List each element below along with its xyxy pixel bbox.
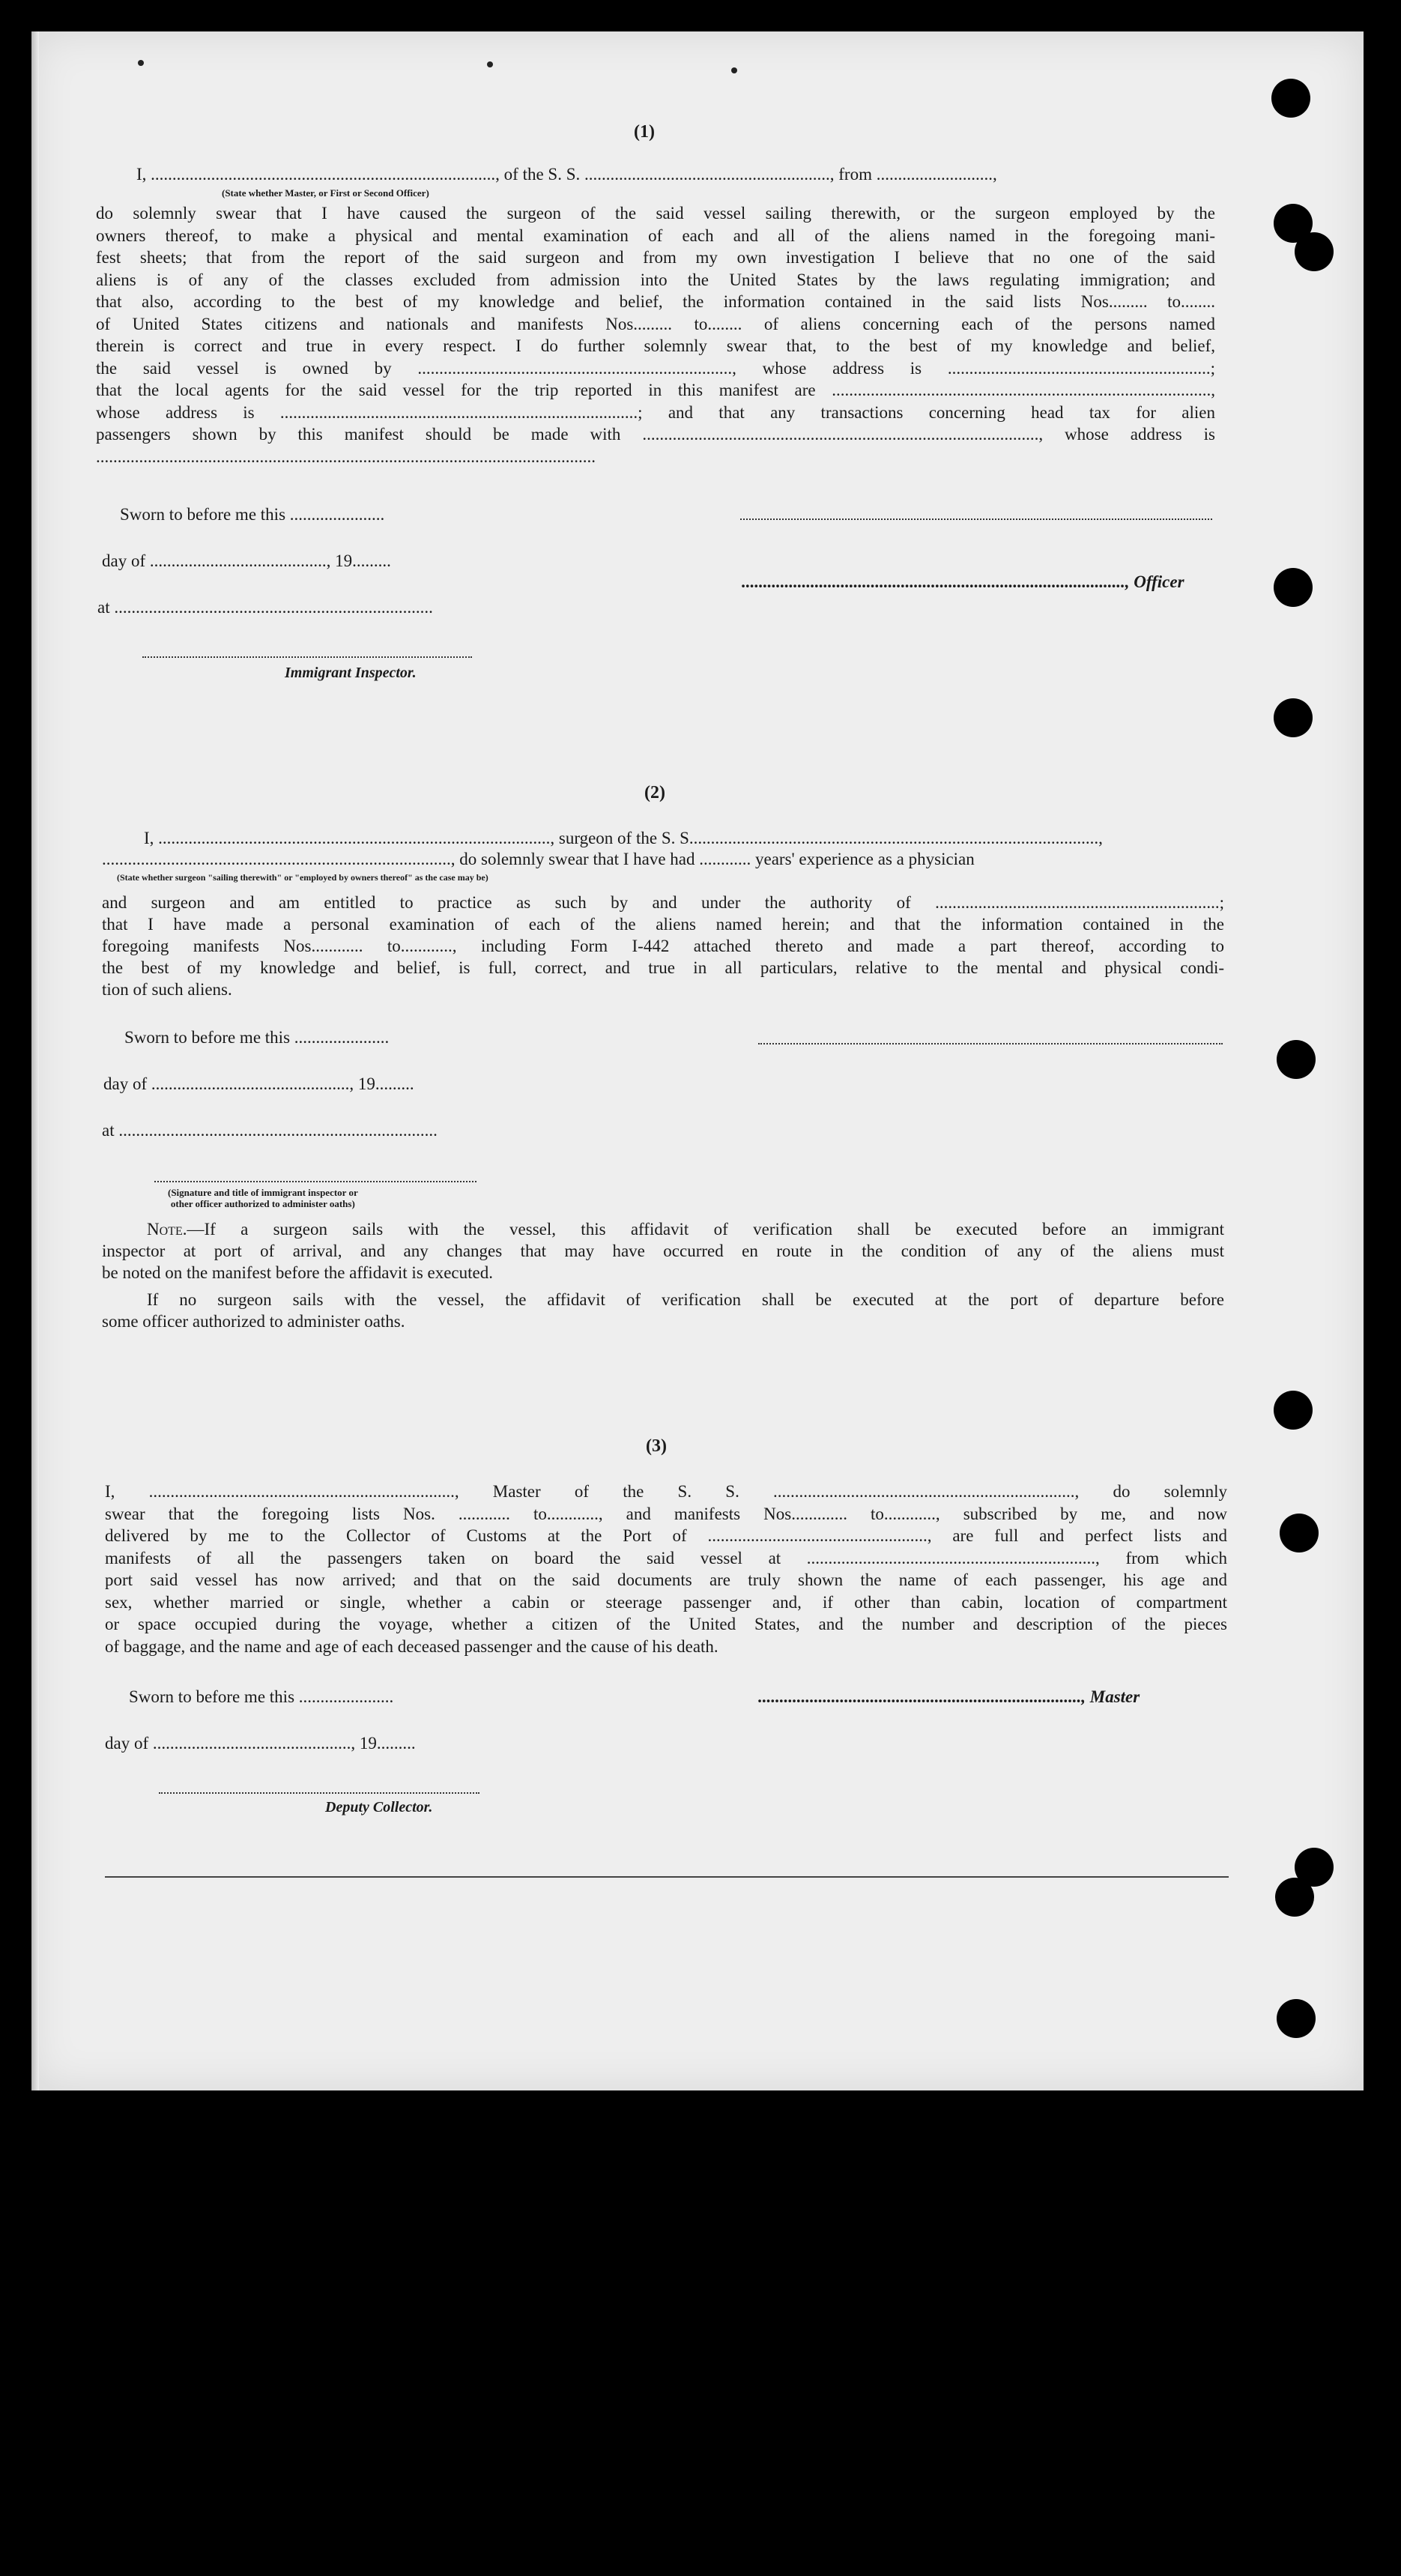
section-2-body-line: the best of my knowledge and belief, is full, correct, and true in all particulars, relative to the mental and physical condi- xyxy=(102,958,1224,977)
section-2-number: (2) xyxy=(644,783,665,802)
section-2-note-line: be noted on the manifest before the affidavit is executed. xyxy=(102,1263,493,1282)
section-1-number: (1) xyxy=(634,122,655,142)
section-1-body-line: fest sheets; that from the report of the said surgeon and from my own investigation I believe that no one of the said xyxy=(96,248,1215,267)
section-3-body-line: port said vessel has now arrived; and that on the said documents are truly shown the name of each passenger, his age and xyxy=(105,1570,1227,1589)
section-1-body-line: therein is correct and true in every respect. I do further solemnly swear that, to the best of my knowledge and belief, xyxy=(96,336,1215,355)
form-bottom-rule xyxy=(105,1876,1229,1878)
section-2-body-line: foregoing manifests Nos............ to............, including Form I-442 attached thereto and made a part thereof, according to xyxy=(102,937,1224,955)
section-2-body-line: that I have made a personal examination of each of the aliens named herein; and that the information contained in the xyxy=(102,915,1224,934)
section-1-body-line: owners thereof, to make a physical and mental examination of each and all of the aliens named in the foregoing mani- xyxy=(96,226,1215,245)
section-1-at: at .......................................................................... xyxy=(97,598,433,617)
section-1-line1-note: (State whether Master, or First or Second Officer) xyxy=(222,187,429,199)
section-3-body-line: or space occupied during the voyage, whether a citizen of the United States, and the number and description of the pieces xyxy=(105,1615,1227,1633)
section-1-body-line: passengers shown by this manifest should be made with ............................................................................................, whose address is xyxy=(96,425,1215,444)
section-2-note-line: inspector at port of arrival, and any changes that may have occurred en route in the condition of any of the aliens must xyxy=(102,1242,1224,1260)
section-1-signature-line xyxy=(740,518,1212,520)
section-3-body-line: of baggage, and the name and age of each deceased passenger and the cause of his death. xyxy=(105,1636,718,1656)
section-3-collector-label: Deputy Collector. xyxy=(325,1799,433,1815)
section-3-master: ..........................................................................., Master xyxy=(758,1687,1140,1706)
section-3-body-line: manifests of all the passengers taken on board the said vessel at ..................................................................., from which xyxy=(105,1548,1227,1567)
section-3-body-line: swear that the foregoing lists Nos. ............ to............, and manifests Nos............. to............, subscribed by me, and now xyxy=(105,1504,1227,1523)
section-1-body-line: do solemnly swear that I have caused the surgeon of the said vessel sailing therewith, or the surgeon employed by the xyxy=(96,204,1215,223)
section-1-sworn: Sworn to before me this ...................... xyxy=(120,505,385,524)
section-1-body-line: whose address is ...................................................................................; and that any transactions concerning head tax for alien xyxy=(96,402,1215,422)
section-2-body-line: tion of such aliens. xyxy=(102,980,232,999)
section-1-inspector-label: Immigrant Inspector. xyxy=(285,665,417,681)
section-2-day: day of .............................................., 19......... xyxy=(103,1074,414,1093)
section-1-body-line: of United States citizens and nationals and manifests Nos......... to........ of aliens concerning each of the persons named xyxy=(96,314,1215,333)
section-3-sworn: Sworn to before me this ...................... xyxy=(129,1687,394,1706)
section-1-body-line: the said vessel is owned by ........................................................................., whose address is .............................................................; xyxy=(96,358,1215,378)
section-1-day: day of ........................................., 19......... xyxy=(102,551,391,570)
section-1-body-line: .................................................................................................................... xyxy=(96,447,596,466)
section-2-sworn: Sworn to before me this ...................... xyxy=(124,1028,390,1047)
section-2-note-2-line: some officer authorized to administer oaths. xyxy=(102,1312,405,1331)
section-2-note-line: Note.—If a surgeon sails with the vessel, this affidavit of verification shall be executed before an immigrant xyxy=(147,1220,1224,1239)
section-1-line1: I, ................................................................................, of the S. S. ........................................................., from ..........................., xyxy=(136,165,997,184)
section-1-inspector-line xyxy=(142,656,472,658)
section-1-body-line: aliens is of any of the classes excluded from admission into the United States by the laws regulating immigration; and xyxy=(96,270,1215,289)
section-2-line2-note: (State whether surgeon "sailing therewith" or "employed by owners thereof" as the case may be) xyxy=(117,872,488,883)
section-3-collector-line xyxy=(159,1792,479,1794)
section-2-body-line: and surgeon and am entitled to practice as such by and under the authority of ..................................................................; xyxy=(102,893,1224,912)
section-2-signature-note: (Signature and title of immigrant inspector or other officer authorized to administer oaths) xyxy=(168,1187,358,1209)
section-3-day: day of .............................................., 19......... xyxy=(105,1734,416,1753)
section-3-number: (3) xyxy=(646,1436,667,1456)
section-1-officer: ........................................................................................., Officer xyxy=(742,572,1184,591)
section-2-line1: I, ..........................................................................................., surgeon of the S. S..............................................................................................., xyxy=(144,829,1103,847)
section-2-note-2-line: If no surgeon sails with the vessel, the affidavit of verification shall be executed at the port of departure before xyxy=(147,1290,1224,1309)
section-3-body-line: I, ......................................................................., Master of the S. S. ......................................................................, do solemnly xyxy=(105,1482,1227,1501)
section-3-body-line: delivered by me to the Collector of Customs at the Port of ..................................................., are full and perfect lists and xyxy=(105,1526,1227,1545)
section-2-inspector-line xyxy=(154,1181,476,1182)
section-1-body-line: that also, according to the best of my knowledge and belief, the information contained in the said lists Nos......... to........ xyxy=(96,292,1215,311)
note-label: Note. xyxy=(147,1220,187,1239)
section-3-body-line: sex, whether married or single, whether a cabin or steerage passenger and, if other than cabin, location of compartment xyxy=(105,1592,1227,1612)
section-2-at: at .......................................................................... xyxy=(102,1121,438,1140)
section-2-line2: ................................................................................., do solemnly swear that I have had ............ years' experience as a physician xyxy=(102,850,975,868)
section-1-body-line: that the local agents for the said vessel for the trip reported in this manifest are ........................................................................................, xyxy=(96,381,1215,399)
section-2-signature-line xyxy=(758,1043,1223,1044)
